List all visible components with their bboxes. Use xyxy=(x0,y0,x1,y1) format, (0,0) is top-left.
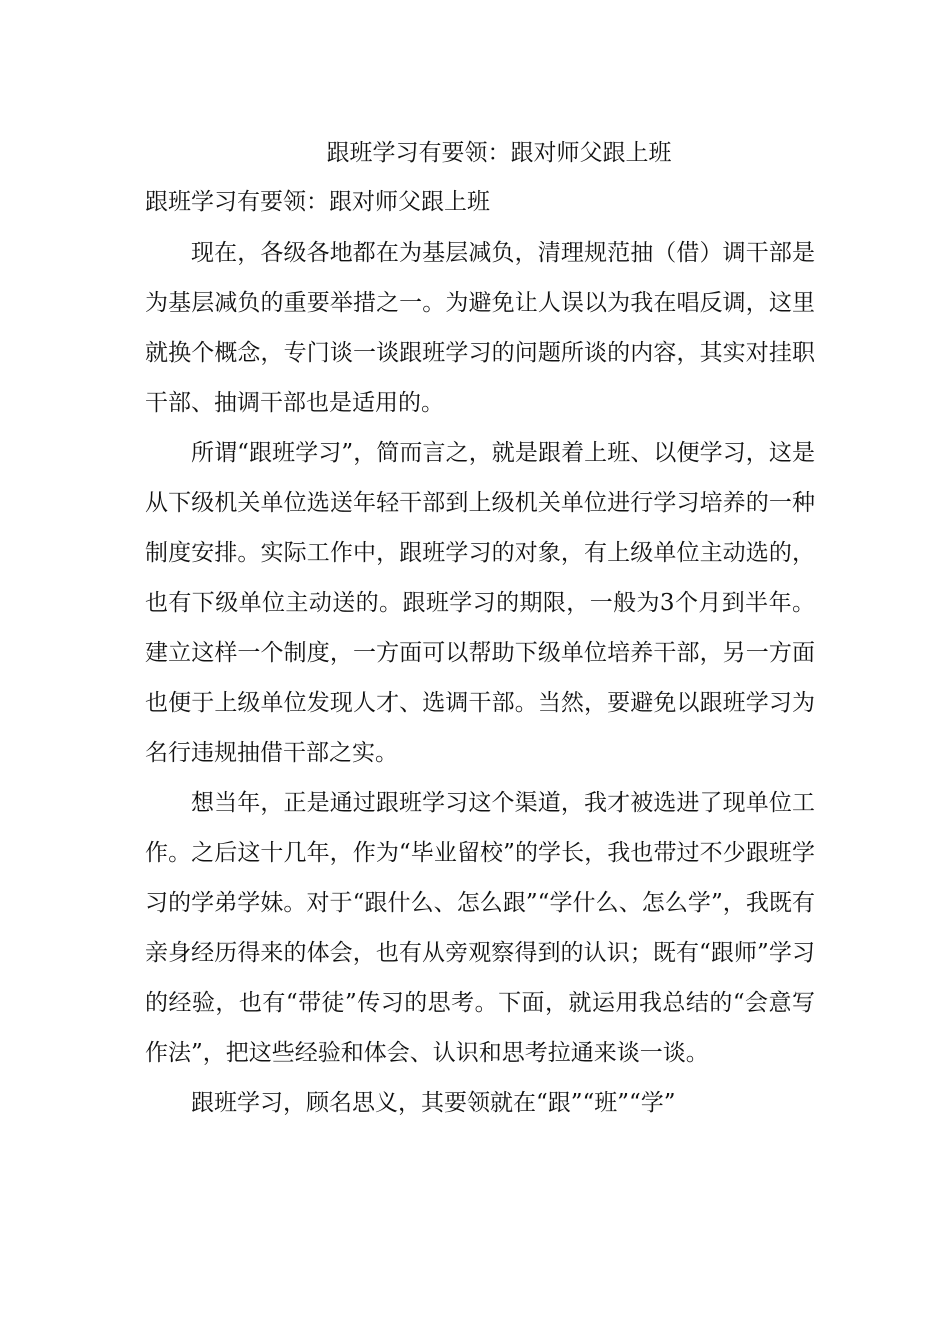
paragraph-3: 想当年，正是通过跟班学习这个渠道，我才被选进了现单位工作。之后这十几年，作为“毕业留校”的学长，我也带过不少跟班学习的学弟学妹。对于“跟什么、怎么跟”“学什么、怎么学”，我既有亲身经历得来的体会，也有从旁观察得到的认识；既有“跟师”学习的经验，也有“带徒”传习的思考。下面，就运用我总结的“会意写作法”，把这些经验和体会、认识和思考拉通来谈一谈。 xyxy=(145,790,815,1066)
paragraph-1: 现在，各级各地都在为基层减负，清理规范抽（借）调干部是为基层减负的重要举措之一。为避免让人误以为我在唱反调，这里就换个概念，专门谈一谈跟班学习的问题所谈的内容，其实对挂职干部、抽调干部也是适用的。 xyxy=(145,240,815,416)
paragraph-4: 跟班学习，顾名思义，其要领就在“跟”“班”“学” xyxy=(191,1090,676,1116)
document-subtitle: 跟班学习有要领：跟对师父跟上班 xyxy=(145,189,490,215)
paragraph-2: 所谓“跟班学习”，简而言之，就是跟着上班、以便学习，这是从下级机关单位选送年轻干部到上级机关单位进行学习培养的一种制度安排。实际工作中，跟班学习的对象，有上级单位主动选的，也有下级单位主动送的。跟班学习的期限，一般为3个月到半年。建立这样一个制度，一方面可以帮助下级单位培养干部，另一方面也便于上级单位发现人才、选调干部。当然，要避免以跟班学习为名行违规抽借干部之实。 xyxy=(145,440,815,766)
document-title: 跟班学习有要领：跟对师父跟上班 xyxy=(326,140,672,166)
document-body xyxy=(145,228,815,1128)
